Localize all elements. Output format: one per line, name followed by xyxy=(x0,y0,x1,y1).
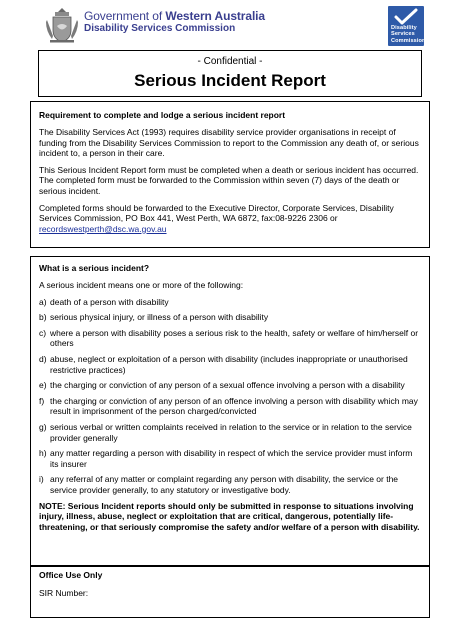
list-item xyxy=(39,312,421,323)
list-item-text: any matter regarding a person with disability in respect of which the service provider must inform its insurer xyxy=(50,448,413,469)
requirement-paragraph-2: This Serious Incident Report form must be completed when a death or serious incident has occurred. The completed form must be forwarded to the Commission within seven (7) days of the death or serious incident. xyxy=(39,164,419,196)
government-name xyxy=(84,9,265,23)
wa-crest-icon xyxy=(44,6,80,44)
commission-name: Disability Services Commission xyxy=(84,23,236,34)
page-header xyxy=(0,0,452,46)
list-item-letter: i) xyxy=(39,474,44,485)
list-item-letter: g) xyxy=(39,421,47,432)
page-title: Serious Incident Report xyxy=(134,71,326,90)
list-item-text: abuse, neglect or exploitation of a person with disability (includes inappropriate or unauthorised restrictive practices) xyxy=(50,353,408,375)
government-branding xyxy=(84,9,265,35)
list-item-letter: h) xyxy=(39,448,47,459)
incident-definition-section xyxy=(30,256,430,566)
sir-number-field[interactable]: SIR Number: xyxy=(39,588,89,598)
government-prefix: Government of xyxy=(84,9,166,23)
list-item-text: death of a person with disability xyxy=(50,296,169,307)
submission-instructions: Completed forms should be forwarded to the Executive Director, Corporate Services, Disability Services Commission, PO Box 441, West Perth, WA 6872, fax:08-9226 2306 or xyxy=(39,202,394,224)
title-box xyxy=(38,50,422,97)
logo-line-2: Services xyxy=(391,31,415,38)
list-item xyxy=(39,422,421,443)
list-item-letter: f) xyxy=(39,395,45,406)
requirement-paragraph-3 xyxy=(39,203,421,235)
list-item xyxy=(39,396,421,417)
list-item-letter: a) xyxy=(39,296,47,307)
list-item xyxy=(39,354,421,375)
list-item xyxy=(39,328,421,349)
list-item-text: serious verbal or written complaints received in relation to the service or in relation to the service provider generally xyxy=(50,421,412,443)
office-use-section xyxy=(30,566,430,618)
incident-intro: A serious incident means one or more of the following: xyxy=(39,280,244,290)
submission-note: NOTE: Serious Incident reports should only be submitted in response to situations involving injury, illness, abuse, neglect or exploitation that are critical, dangerous, potentially life-threatening, or that seriously compromise the safety and/or welfare of a person with disability. xyxy=(39,500,420,532)
logo-line-1: Disability xyxy=(391,25,417,31)
requirement-section xyxy=(30,101,430,248)
list-item xyxy=(39,474,421,495)
email-link[interactable]: recordswestperth@dsc.wa.gov.au xyxy=(39,223,167,234)
list-item-text: any referral of any matter or complaint regarding any person with disability, the service or the service provider generally, to any statutory or investigative body. xyxy=(50,474,399,495)
list-item xyxy=(39,297,421,308)
list-item-text: serious physical injury, or illness of a person with disability xyxy=(50,312,269,323)
requirement-paragraph-1: The Disability Services Act (1993) requires disability service provider organisations in receipt of funding from the Disability Services Commission to report to the Commission any death of, or serious incident to, a person in their care. xyxy=(39,127,419,159)
confidential-label: - Confidential - xyxy=(197,56,263,67)
list-item xyxy=(39,380,421,391)
incident-heading: What is a serious incident? xyxy=(39,263,150,273)
list-item-text: the charging or conviction of any person of a sexual offence involving a person with a disability xyxy=(50,380,405,391)
list-item-letter: c) xyxy=(39,327,47,338)
requirement-heading: Requirement to complete and lodge a serious incident report xyxy=(39,110,286,120)
dsc-logo xyxy=(388,6,424,46)
list-item-letter: b) xyxy=(39,312,47,323)
dsc-logo-text xyxy=(391,25,426,44)
list-item-text: the charging or conviction of any person of an offence involving a person with disability which may result in imprisonment of the person charged/convicted xyxy=(50,395,418,417)
list-item-letter: e) xyxy=(39,380,47,391)
office-use-heading: Office Use Only xyxy=(39,570,103,580)
list-item-text: where a person with disability poses a serious risk to the health, safety or welfare of him/herself or others xyxy=(50,327,419,349)
list-item-letter: d) xyxy=(39,353,47,364)
state-name: Western Australia xyxy=(165,9,265,23)
list-item xyxy=(39,448,421,469)
logo-line-3: Commission xyxy=(391,37,426,44)
